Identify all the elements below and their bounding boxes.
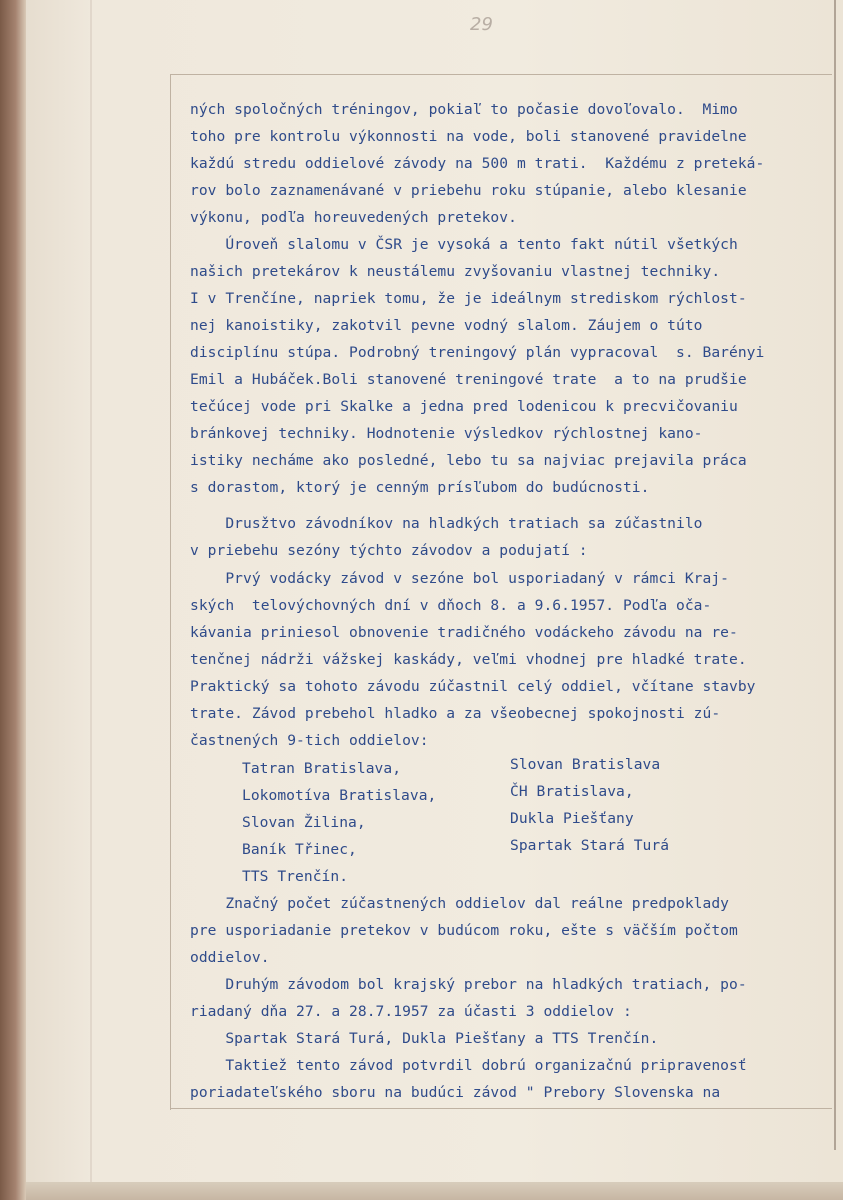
club-list-item: ČH Bratislava, [510, 783, 634, 800]
text-line: výkonu, podľa horeuvedených pretekov. [190, 209, 517, 226]
text-line: Spartak Stará Turá, Dukla Piešťany a TTS Trenčín. [190, 1030, 659, 1047]
text-line: I v Trenčíne, napriek tomu, že je ideálnym strediskom rýchlost- [190, 290, 747, 307]
text-line: Značný počet zúčastnených oddielov dal reálne predpoklady [190, 895, 730, 912]
text-line: riadaný dňa 27. a 28.7.1957 za účasti 3 oddielov : [190, 1003, 632, 1020]
text-line: ných spoločných tréningov, pokiaľ to počasie dovoľovalo. Mimo [190, 101, 738, 118]
text-line: pre usporiadanie pretekov v budúcom roku, ešte s väčším počtom [190, 922, 738, 939]
text-line: oddielov. [190, 949, 270, 966]
club-list-item: Slovan Bratislava [510, 756, 661, 773]
text-line: každú stredu oddielové závody na 500 m trati. Každému z preteká- [190, 155, 765, 172]
text-line: našich pretekárov k neustálemu zvyšovaniu vlastnej techniky. [190, 263, 721, 280]
text-line: trate. Závod prebehol hladko a za všeobecnej spokojnosti zú- [190, 705, 721, 722]
page-right-edge [834, 0, 836, 1150]
club-list-item: Dukla Piešťany [510, 810, 634, 827]
text-line: v priebehu sezóny týchto závodov a podujatí : [190, 542, 588, 559]
text-line: nej kanoistiky, zakotvil pevne vodný slalom. Záujem o túto [190, 317, 703, 334]
text-line: Emil a Hubáček.Boli stanovené treningové trate a to na prudšie [190, 371, 747, 388]
text-line: Drusžtvo závodníkov na hladkých tratiach sa zúčastnilo [190, 515, 703, 532]
text-line: bránkovej techniky. Hodnotenie výsledkov rýchlostnej kano- [190, 425, 703, 442]
text-line: toho pre kontrolu výkonnosti na vode, boli stanovené pravidelne [190, 128, 747, 145]
club-list-item: Slovan Žilina, [242, 814, 366, 831]
frame-top-line [170, 74, 832, 75]
binding-spine [0, 0, 26, 1200]
frame-left-line [170, 74, 171, 1110]
text-line: Prvý vodácky závod v sezóne bol usporiadaný v rámci Kraj- [190, 570, 730, 587]
club-list-item: Baník Třinec, [242, 841, 357, 858]
text-line: poriadateľského sboru na budúci závod " Prebory Slovenska na [190, 1084, 721, 1101]
club-list-item: Spartak Stará Turá [510, 837, 670, 854]
text-line: Druhým závodom bol krajský prebor na hladkých tratiach, po- [190, 976, 747, 993]
page-bottom-edge [26, 1182, 843, 1200]
text-line: kávania priniesol obnovenie tradičného vodáckeho závodu na re- [190, 624, 738, 641]
text-line: Praktický sa tohoto závodu zúčastnil celý oddiel, včítane stavby [190, 678, 756, 695]
page-fold [90, 0, 92, 1200]
club-list-item: TTS Trenčín. [242, 868, 349, 885]
text-line: rov bolo zaznamenávané v priebehu roku stúpanie, alebo klesanie [190, 182, 747, 199]
text-line: istiky necháme ako posledné, lebo tu sa najviac prejavila práca [190, 452, 747, 469]
text-line: ských telovýchovných dní v dňoch 8. a 9.6.1957. Podľa oča- [190, 597, 712, 614]
text-line: Úroveň slalomu v ČSR je vysoká a tento fakt nútil všetkých [190, 236, 738, 253]
club-list-item: Tatran Bratislava, [242, 760, 402, 777]
text-line: disciplínu stúpa. Podrobný treningový plán vypracoval s. Barényi [190, 344, 765, 361]
text-line: tečúcej vode pri Skalke a jedna pred lodenicou k precvičovaniu [190, 398, 738, 415]
frame-bottom-line [170, 1108, 832, 1109]
text-line: s dorastom, ktorý je cenným prísľubom do budúcnosti. [190, 479, 650, 496]
text-line: častnených 9-tich oddielov: [190, 732, 429, 749]
text-line: Taktiež tento závod potvrdil dobrú organizačnú pripravenosť [190, 1057, 747, 1074]
text-line: tenčnej nádrži vážskej kaskády, veľmi vhodnej pre hladké trate. [190, 651, 747, 668]
page-number: 29 [470, 14, 493, 35]
club-list-item: Lokomotíva Bratislava, [242, 787, 437, 804]
